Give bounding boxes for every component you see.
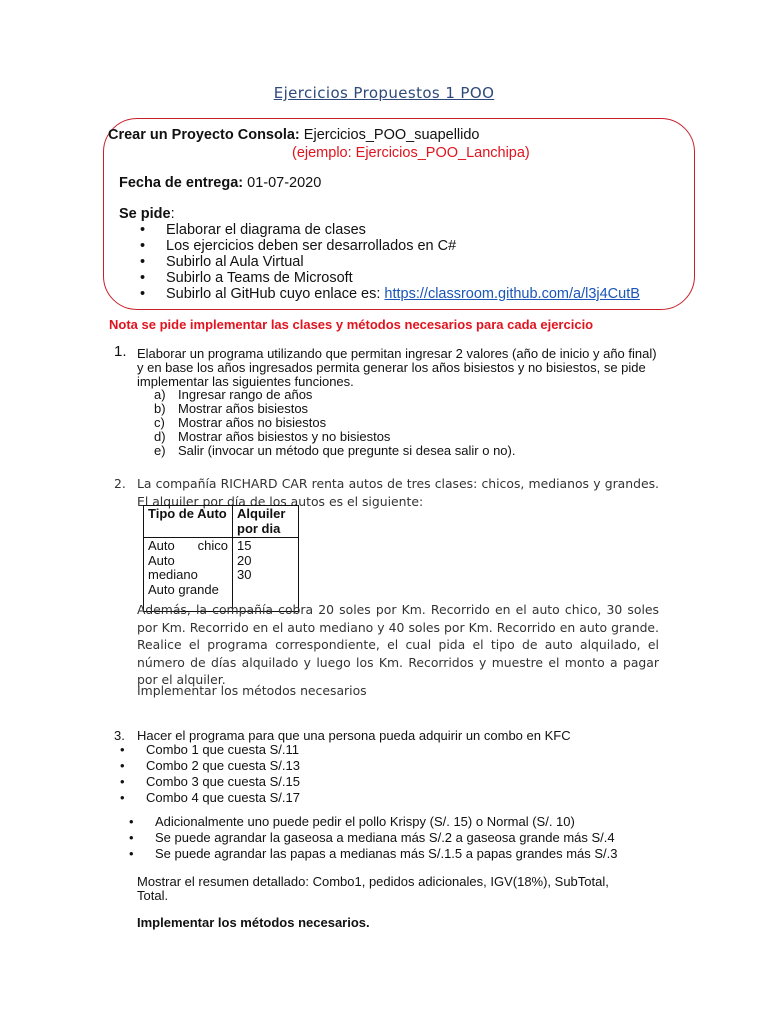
ex2-number: 2.: [114, 476, 126, 491]
table-cell-prices: 15 20 30: [233, 538, 299, 612]
date-value: 01-07-2020: [247, 175, 322, 191]
list-item: • Combo 3 que cuesta S/.15: [118, 774, 618, 790]
ex3-closing: Implementar los métodos necesarios.: [137, 915, 370, 930]
project-example: (ejemplo: Ejercicios_POO_Lanchipa): [292, 145, 530, 161]
github-link[interactable]: https://classroom.github.com/a/l3j4CutB: [384, 286, 640, 302]
ex3-number: 3.: [114, 728, 125, 743]
ex2-paragraph: Además, la compañía cobra 20 soles por Km. Recorrido en el auto chico, 30 soles por Km. Recorrido en el auto mediano y 40 soles por Km. Recorrido en auto grande. Realice el programa correspondiente, el cual pida el tipo de auto alquilado, el número de días alquilado y luego los Km. Recorridos y muestre el monto a pagar por el alquiler.: [137, 602, 659, 687]
ex3-summary: Mostrar el resumen detallado: Combo1, pedidos adicionales, IGV(18%), SubTotal, Total.: [137, 874, 609, 903]
extras-list: [127, 814, 667, 862]
list-item: • Elaborar el diagrama de clases: [138, 222, 678, 238]
list-item: e) Salir (invocar un método que pregunte si desea salir o no).: [154, 443, 516, 458]
list-item: • Se puede agrandar la gaseosa a mediana más S/.2 a gaseosa grande más S/.4: [127, 830, 667, 846]
project-value: Ejercicios_POO_suapellido: [303, 127, 480, 143]
table-header: Tipo de Auto: [144, 506, 233, 538]
list-item: • Se puede agrandar las papas a medianas más S/.1.5 a papas grandes más S/.3: [127, 846, 667, 862]
project-line: [108, 127, 480, 143]
ex2-closing: Implementar los métodos necesarios: [137, 683, 367, 698]
combo-list: [118, 742, 618, 806]
list-item: • Adicionalmente uno puede pedir el pollo Krispy (S/. 15) o Normal (S/. 10): [127, 814, 667, 830]
rental-table: [143, 505, 299, 612]
page-title: Ejercicios Propuestos 1 POO: [273, 84, 495, 102]
note-text: Nota se pide implementar las clases y métodos necesarios para cada ejercicio: [109, 317, 594, 332]
list-item: • Combo 1 que cuesta S/.11: [118, 742, 618, 758]
ex1-text: Elaborar un programa utilizando que permitan ingresar 2 valores (año de inicio y año final) y en base los años ingresados permita generar los años bisiestos y no bisiestos, se pide implementar las siguientes funciones.: [137, 346, 657, 389]
table-header: Alquiler por dia: [233, 506, 299, 538]
ex1-list: [154, 388, 654, 458]
list-item: • Combo 4 que cuesta S/.17: [118, 790, 618, 806]
ex2-intro: La compañía RICHARD CAR renta autos de tres clases: chicos, medianos y grandes. El alquiler por día de los autos es el siguiente:: [137, 476, 659, 509]
table-cell-types: Auto chico Auto mediano Auto grande: [144, 538, 233, 612]
asks-label: Se pide: [119, 206, 171, 222]
list-item: d) Mostrar años bisiestos y no bisiestos: [154, 429, 391, 444]
list-item: • Subirlo al Aula Virtual: [138, 254, 678, 270]
asks-heading: Se pide:: [119, 206, 175, 222]
asks-list: [138, 222, 678, 302]
list-item: • Los ejercicios deben ser desarrollados en C#: [138, 238, 678, 254]
ex3-intro: Hacer el programa para que una persona pueda adquirir un combo en KFC: [137, 728, 571, 743]
date-line: [119, 175, 321, 191]
list-item: a) Ingresar rango de años: [154, 387, 313, 402]
project-label: Crear un Proyecto Consola:: [108, 127, 300, 143]
ex1-number: 1.: [114, 343, 127, 360]
list-item: b) Mostrar años bisiestos: [154, 401, 309, 416]
list-item: • Combo 2 que cuesta S/.13: [118, 758, 618, 774]
date-label: Fecha de entrega:: [119, 175, 244, 191]
list-item: c) Mostrar años no bisiestos: [154, 415, 327, 430]
list-item: • Subirlo al GitHub cuyo enlace es: https://classroom.github.com/a/l3j4CutB: [138, 286, 678, 302]
list-item: • Subirlo a Teams de Microsoft: [138, 270, 678, 286]
